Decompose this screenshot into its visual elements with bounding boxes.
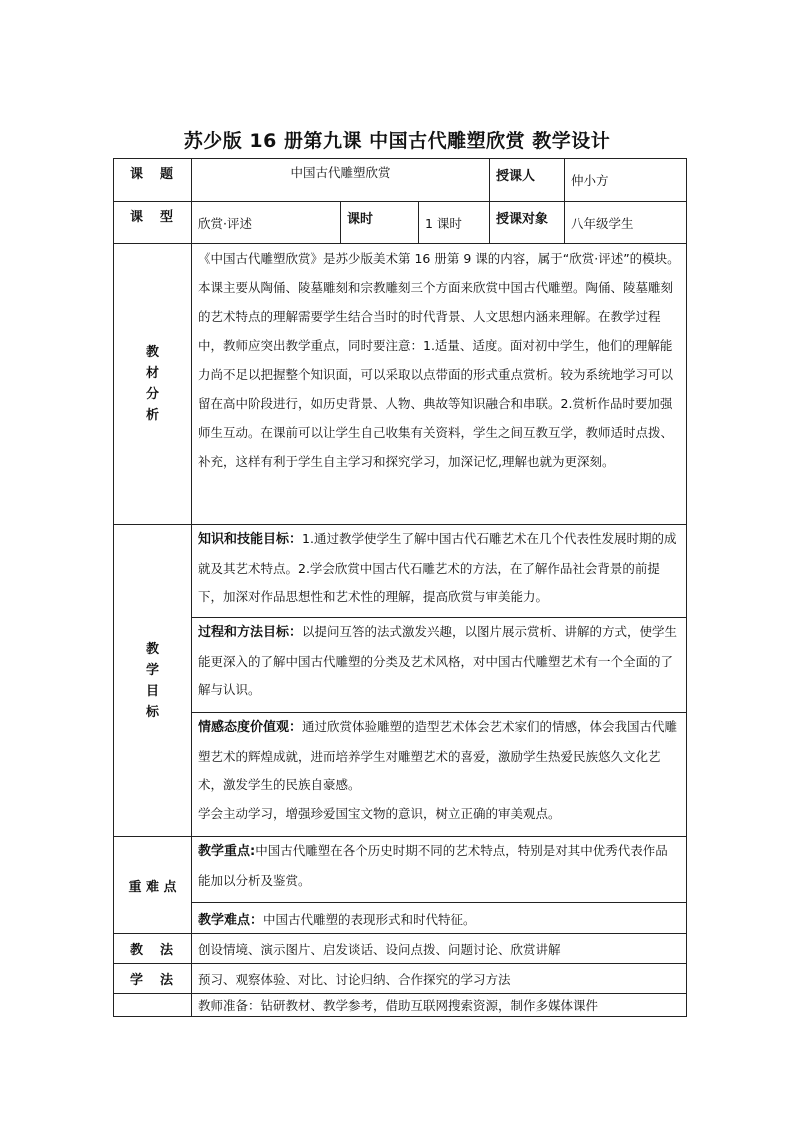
learning-method-text: 预习、观察体验、对比、讨论归纳、合作探究的学习方法 <box>192 964 687 994</box>
row-learning-method <box>114 964 687 994</box>
row-textbook-analysis <box>114 244 687 525</box>
audience-label: 授课对象 <box>490 202 565 244</box>
key-point-label: 教学重点: <box>198 844 256 859</box>
goal-emotion <box>192 713 687 837</box>
type-value: 欣赏·评述 <box>192 202 341 244</box>
teacher-label: 授课人 <box>490 159 565 202</box>
goal-process-label: 过程和方法目标： <box>198 625 303 640</box>
topic-value: 中国古代雕塑欣赏 <box>192 159 490 202</box>
label-teaching-goals: 教 学 目 标 <box>114 525 192 837</box>
goal-emotion-label: 情感态度价值观： <box>198 720 303 735</box>
hours-value: 1 课时 <box>419 202 490 244</box>
teaching-method-text: 创设情境、演示图片、启发谈话、设问点拨、问题讨论、欣赏讲解 <box>192 934 687 964</box>
goal-knowledge-text: 1.通过教学使学生了解中国古代石雕艺术在几个代表性发展时期的成就及其艺术特点。2.学会欣赏中国古代石雕艺术的方法，在了解作品社会背景的前提下，加深对作品思想性和艺术性的理解，提高欣赏与审美能力。 <box>198 531 677 604</box>
key-point <box>192 837 687 903</box>
label-preparation-empty <box>114 994 192 1017</box>
row-preparation <box>114 994 687 1017</box>
row-key-point <box>114 837 687 903</box>
goal-knowledge <box>192 525 687 618</box>
label-textbook-analysis: 教 材 分 析 <box>114 244 192 525</box>
goal-knowledge-label: 知识和技能目标： <box>198 532 303 547</box>
row-teaching-method <box>114 934 687 964</box>
hours-label: 课时 <box>341 202 419 244</box>
row-type <box>114 202 687 244</box>
row-topic <box>114 159 687 202</box>
preparation-text: 教师准备：钻研教材、教学参考，借助互联网搜索资源，制作多媒体课件 <box>192 994 687 1017</box>
textbook-analysis-text: 《中国古代雕塑欣赏》是苏少版美术第 16 册第 9 课的内容，属于“欣赏·评述”的模块。本课主要从陶俑、陵墓雕刻和宗教雕刻三个方面来欣赏中国古代雕塑。陶俑、陵墓雕刻的艺术特点的理解需要学生结合当时的时代背景、人文思想内涵来理解。在教学过程中，教师应突出教学重点，同时要注意：1.适量、适度。面对初中学生，他们的理解能力尚不足以把握整个知识面，可以采取以点带面的形式重点赏析。较为系统地学习可以留在高中阶段进行，如历史背景、人物、典故等知识融合和串联。2.赏析作品时要加强师生互动。在课前可以让学生自己收集有关资料，学生之间互教互学，教师适时点拨、补充，这样有利于学生自主学习和探究学习，加深记忆,理解也就为更深刻。 <box>192 244 687 525</box>
label-topic: 课 题 <box>114 159 192 202</box>
row-goal-emotion <box>114 713 687 837</box>
label-learning-method: 学 法 <box>114 964 192 994</box>
goal-process-text: 以提问互答的法式激发兴趣，以图片展示赏析、讲解的方式，使学生能更深入的了解中国古代雕塑的分类及艺术风格，对中国古代雕塑艺术有一个全面的了解与认识。 <box>198 624 678 697</box>
teacher-value: 仲小方 <box>565 159 687 202</box>
label-type: 课 型 <box>114 202 192 244</box>
row-goal-process <box>114 618 687 713</box>
label-teaching-method: 教 法 <box>114 934 192 964</box>
key-point-text: 中国古代雕塑在各个历史时期不同的艺术特点，特别是对其中优秀代表作品能加以分析及鉴赏。 <box>198 843 668 888</box>
document-title: 苏少版 16 册第九课 中国古代雕塑欣赏 教学设计 <box>183 130 611 152</box>
row-goal-knowledge <box>114 525 687 618</box>
audience-value: 八年级学生 <box>565 202 687 244</box>
label-key-difficult: 重 难 点 <box>114 837 192 934</box>
difficult-point <box>192 903 687 934</box>
lesson-plan-table <box>113 158 687 1017</box>
difficult-point-label: 教学难点： <box>198 912 264 928</box>
difficult-point-text: 中国古代雕塑的表现形式和时代特征。 <box>263 911 476 927</box>
goal-emotion-text: 通过欣赏体验雕塑的造型艺术体会艺术家们的情感，体会我国古代雕塑艺术的辉煌成就，进而培养学生对雕塑艺术的喜爱，激励学生热爱民族悠久文化艺术，激发学生的民族自豪感。 <box>198 719 678 792</box>
goal-process <box>192 618 687 713</box>
goal-emotion-extra: 学会主动学习，增强珍爱国宝文物的意识，树立正确的审美观点。 <box>198 805 561 821</box>
row-difficult-point <box>114 903 687 934</box>
